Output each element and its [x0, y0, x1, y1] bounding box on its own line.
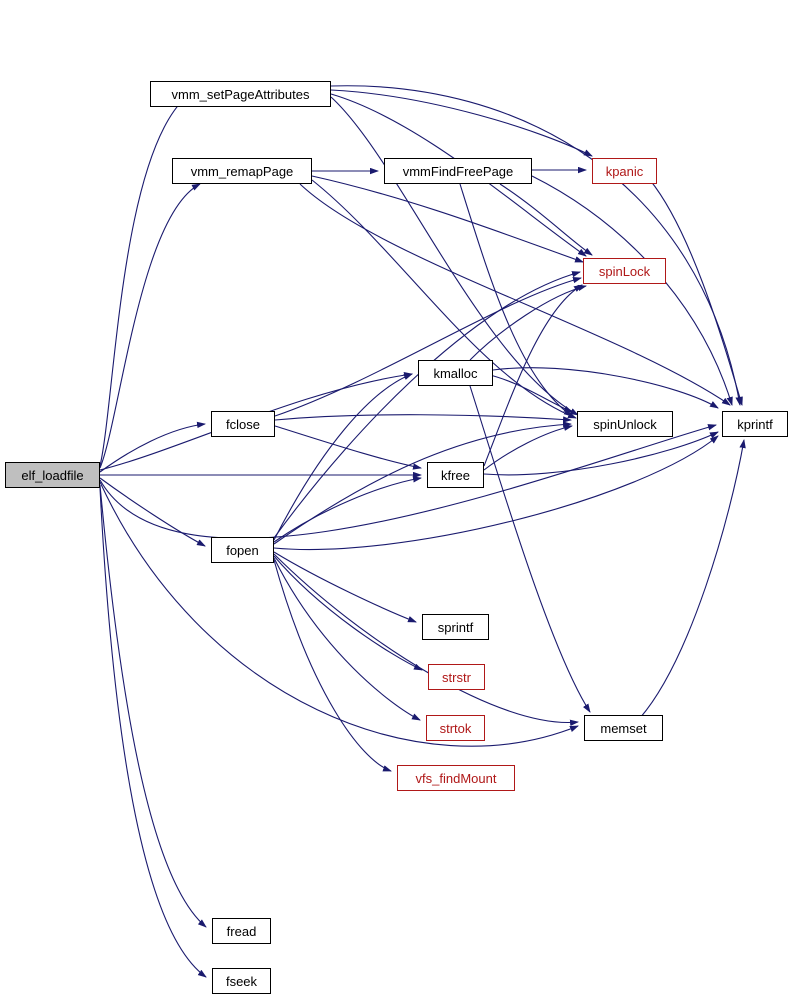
node-label: fseek — [225, 973, 258, 989]
node-strstr[interactable] — [428, 664, 485, 690]
node-vmm-setpageattributes[interactable] — [150, 81, 331, 107]
node-label: elf_loadfile — [21, 467, 84, 483]
node-label: strtok — [439, 720, 472, 736]
node-label: vfs_findMount — [415, 770, 497, 786]
node-fclose[interactable] — [211, 411, 275, 437]
node-elf-loadfile[interactable] — [5, 462, 100, 488]
node-fread[interactable] — [212, 918, 271, 944]
node-kmalloc[interactable] — [418, 360, 493, 386]
node-kfree[interactable] — [427, 462, 484, 488]
node-label: kmalloc — [433, 365, 478, 381]
node-fopen[interactable] — [211, 537, 274, 563]
node-label: kfree — [441, 467, 470, 483]
node-sprintf[interactable] — [422, 614, 489, 640]
node-label: fopen — [226, 542, 259, 558]
node-label: kpanic — [605, 163, 644, 179]
node-kprintf[interactable] — [722, 411, 788, 437]
node-kpanic[interactable] — [592, 158, 657, 184]
node-label: spinLock — [598, 263, 651, 279]
node-label: fclose — [226, 416, 260, 432]
node-label: sprintf — [437, 619, 474, 635]
node-memset[interactable] — [584, 715, 663, 741]
node-strtok[interactable] — [426, 715, 485, 741]
node-label: spinUnlock — [593, 416, 657, 432]
node-label: vmm_remapPage — [190, 163, 294, 179]
node-vfs-findmount[interactable] — [397, 765, 515, 791]
node-fseek[interactable] — [212, 968, 271, 994]
node-vmm-remappage[interactable] — [172, 158, 312, 184]
node-vmmfindfreepage[interactable] — [384, 158, 532, 184]
node-spinunlock[interactable] — [577, 411, 673, 437]
node-label: fread — [226, 923, 257, 939]
node-label: strstr — [442, 669, 471, 685]
node-label: vmmFindFreePage — [402, 163, 514, 179]
node-label: vmm_setPageAttributes — [171, 86, 310, 102]
node-label: kprintf — [737, 416, 773, 432]
node-label: memset — [600, 720, 647, 736]
node-spinlock[interactable] — [583, 258, 666, 284]
